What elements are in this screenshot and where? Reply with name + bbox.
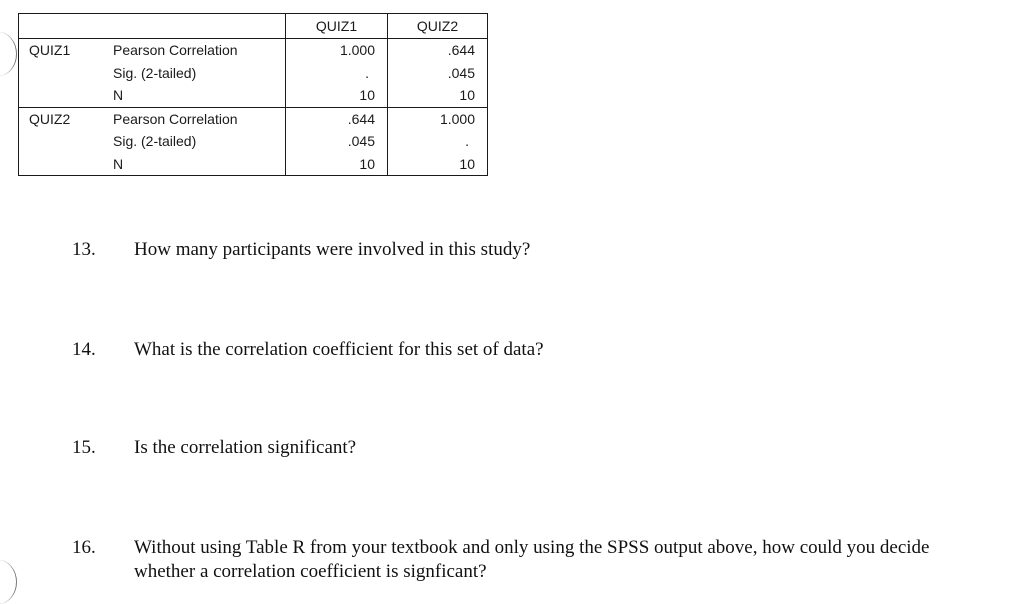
header-blank	[113, 14, 286, 39]
question-text: Without using Table R from your textbook and only using the SPSS output above, how could you decide whether a correlation coefficient is signficant?	[134, 537, 930, 582]
cell-quiz1: .	[286, 62, 388, 85]
row-variable: QUIZ1	[29, 42, 71, 58]
table-row	[19, 84, 488, 107]
punch-hole-edge	[0, 32, 17, 76]
row-variable	[19, 62, 114, 85]
question-text: What is the correlation coefficient for this set of data?	[134, 339, 544, 360]
row-statistic: N	[113, 87, 124, 103]
correlations-table	[18, 13, 488, 176]
question-text: How many participants were involved in this study?	[134, 239, 531, 260]
row-statistic: Sig. (2-tailed)	[113, 64, 197, 81]
header-blank	[19, 14, 114, 39]
cell-quiz1: .644	[286, 107, 388, 130]
row-variable	[19, 84, 114, 107]
row-statistic: Pearson Correlation	[113, 42, 238, 58]
table-row	[19, 130, 488, 153]
question-number: 14.	[72, 339, 96, 360]
row-variable	[19, 130, 114, 153]
question-text: Is the correlation significant?	[134, 437, 357, 458]
cell-quiz2: 1.000	[388, 107, 488, 130]
table-row	[19, 153, 488, 176]
table-row	[19, 62, 488, 85]
table-header-row	[19, 14, 488, 39]
cell-quiz2: 10	[388, 84, 488, 107]
cell-quiz2: .644	[388, 39, 488, 62]
row-statistic: Sig. (2-tailed)	[113, 133, 197, 149]
cell-quiz1: 10	[286, 84, 388, 107]
table-row	[19, 39, 488, 62]
question-number: 15.	[72, 437, 96, 458]
row-variable	[19, 153, 114, 176]
row-statistic: Pearson Correlation	[113, 110, 238, 127]
cell-quiz2: 10	[388, 153, 488, 176]
punch-hole-edge	[0, 560, 17, 604]
question-number: 16.	[72, 537, 96, 558]
column-header-quiz2: QUIZ2	[388, 14, 488, 39]
cell-quiz1: 1.000	[286, 39, 388, 62]
cell-quiz1: 10	[286, 153, 388, 176]
cell-quiz1: .045	[286, 130, 388, 153]
row-statistic: N	[113, 155, 124, 172]
table-row	[19, 107, 488, 130]
column-header-quiz1: QUIZ1	[286, 14, 388, 39]
cell-quiz2: .	[388, 130, 488, 153]
question-number: 13.	[72, 239, 96, 260]
cell-quiz2: .045	[388, 62, 488, 85]
row-variable: QUIZ2	[29, 110, 71, 127]
